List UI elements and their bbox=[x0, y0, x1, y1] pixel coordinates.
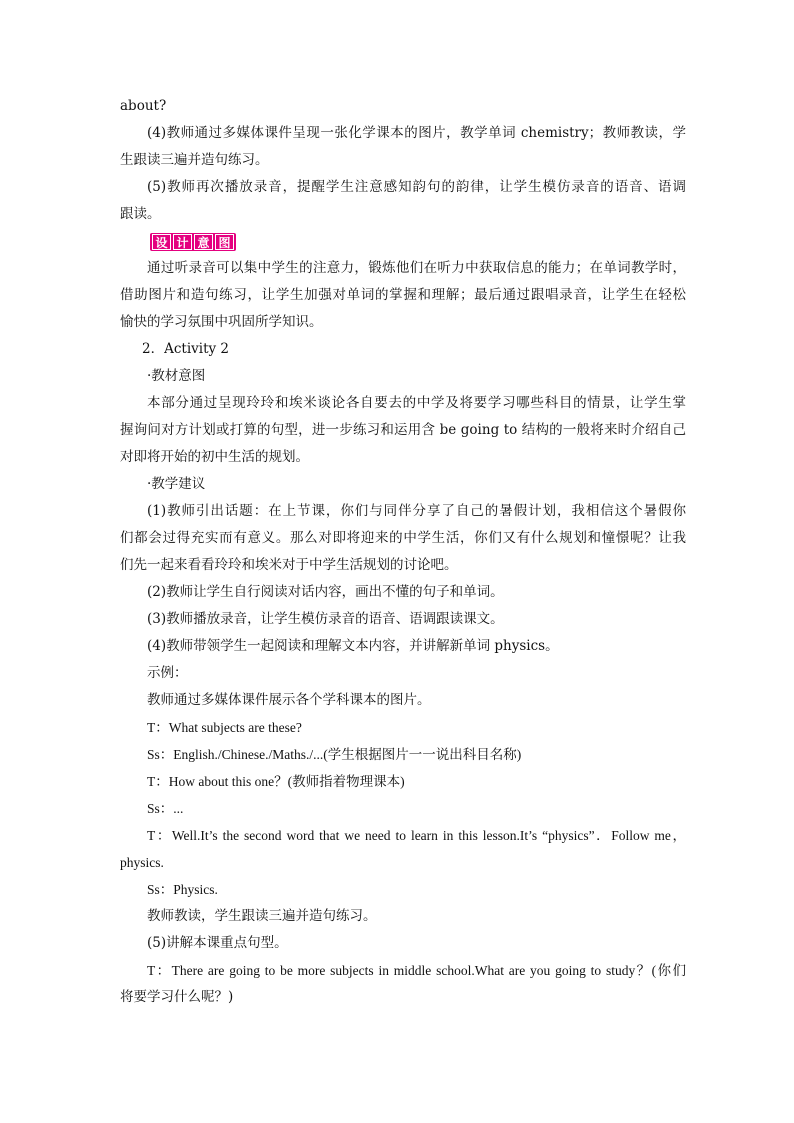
text-line-11: 对即将开始的初中生活的规划。 bbox=[120, 449, 309, 465]
text-line-1: about? bbox=[120, 98, 167, 114]
subheading-textbook-intent: ·教材意图 bbox=[147, 368, 206, 384]
section-heading-activity-2: 2．Activity 2 bbox=[142, 341, 230, 357]
page-content bbox=[120, 93, 686, 1011]
text-line-5: 跟读。 bbox=[120, 206, 161, 222]
text-line-17: (4)教师带领学生一起阅读和理解文本内容，并讲解新单词 physics。 bbox=[147, 638, 559, 654]
design-intent-heading-row bbox=[120, 228, 686, 255]
text-line-18: 教师通过多媒体课件展示各个学科课本的图片。 bbox=[147, 692, 431, 708]
text-line-8: 愉快的学习氛围中巩固所学知识。 bbox=[120, 314, 323, 330]
text-line-10: 握询问对方计划或打算的句型，进一步练习和运用含 be going to 结构的一般将来时介绍自己 bbox=[120, 422, 686, 438]
dialogue-line-1: T：What subjects are these? bbox=[147, 720, 302, 735]
dialogue-line-5-cont: physics. bbox=[120, 855, 164, 870]
text-line-19: 教师教读，学生跟读三遍并造句练习。 bbox=[147, 908, 377, 924]
dialogue-line-4: Ss：... bbox=[147, 801, 184, 816]
dialogue-line-3: T：How about this one？(教师指着物理课本) bbox=[147, 774, 405, 789]
badge-char-2: 计 bbox=[173, 234, 192, 250]
text-line-example-label: 示例： bbox=[147, 665, 188, 681]
dialogue-line-5: T：Well.It’s the second word that we need to learn in this lesson.It’s “physics”．Follow me， bbox=[147, 828, 686, 843]
text-line-7: 借助图片和造句练习，让学生加强对单词的掌握和理解；最后通过跟唱录音，让学生在轻松 bbox=[120, 287, 686, 303]
text-line-3: 生跟读三遍并造句练习。 bbox=[120, 152, 269, 168]
subheading-teaching-suggestions: ·教学建议 bbox=[147, 476, 206, 492]
text-line-2: (4)教师通过多媒体课件呈现一张化学课本的图片，教学单词 chemistry；教师教读，学 bbox=[147, 125, 686, 141]
text-line-14: 们先一起来看看玲玲和埃米对于中学生活规划的讨论吧。 bbox=[120, 557, 458, 573]
text-line-16: (3)教师播放录音，让学生模仿录音的语音、语调跟读课文。 bbox=[147, 611, 504, 627]
badge-char-4: 图 bbox=[215, 234, 234, 250]
dialogue-line-2: Ss：English./Chinese./Maths./...(学生根据图片一一说出科目名称) bbox=[147, 747, 522, 762]
badge-char-3: 意 bbox=[194, 234, 213, 250]
text-line-6: 通过听录音可以集中学生的注意力，锻炼他们在听力中获取信息的能力；在单词教学时， bbox=[147, 260, 686, 276]
dialogue-line-7-cont: 将要学习什么呢？) bbox=[120, 989, 234, 1005]
text-line-20: (5)讲解本课重点句型。 bbox=[147, 935, 288, 951]
text-line-13: 们都会过得充实而有意义。那么对即将迎来的中学生活，你们又有什么规划和憧憬呢？让我 bbox=[120, 530, 686, 546]
dialogue-line-6: Ss：Physics. bbox=[147, 882, 218, 897]
dialogue-line-7: T：There are going to be more subjects in middle school.What are you going to study？(你们 bbox=[147, 963, 686, 978]
text-line-12: (1)教师引出话题：在上节课，你们与同伴分享了自己的暑假计划，我相信这个暑假你 bbox=[147, 503, 686, 519]
text-line-9: 本部分通过呈现玲玲和埃米谈论各自要去的中学及将要学习哪些科目的情景，让学生掌 bbox=[147, 395, 686, 411]
text-line-4: (5)教师再次播放录音，提醒学生注意感知韵句的韵律，让学生模仿录音的语音、语调 bbox=[147, 179, 686, 195]
text-line-15: (2)教师让学生自行阅读对话内容，画出不懂的句子和单词。 bbox=[147, 584, 504, 600]
badge-char-1: 设 bbox=[152, 234, 171, 250]
design-intent-badge bbox=[150, 233, 236, 251]
